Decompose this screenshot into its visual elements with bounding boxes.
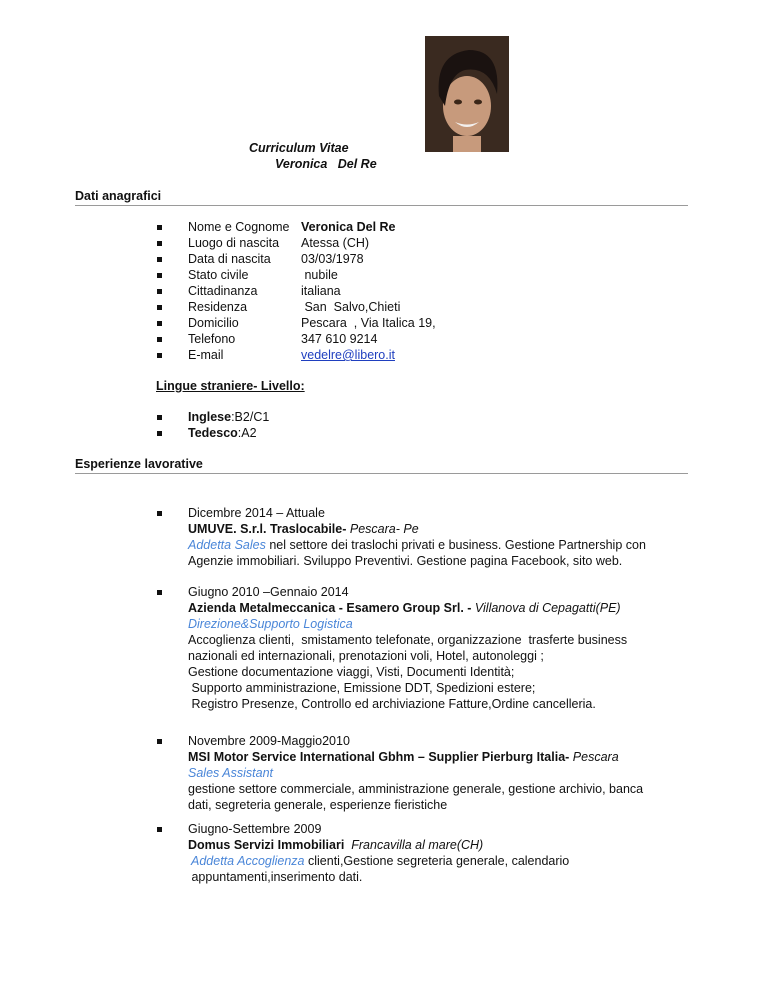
bullet-icon: [157, 305, 162, 310]
job-desc-line: Accoglienza clienti, smistamento telefonate, organizzazione trasferte business: [188, 633, 628, 647]
info-value: 347 610 9214: [301, 332, 378, 346]
bullet-icon: [157, 590, 162, 595]
info-label: Nome e Cognome: [188, 220, 290, 234]
bullet-icon: [157, 431, 162, 436]
language-level: :A2: [237, 426, 257, 440]
section-heading-experience: Esperienze lavorative: [75, 457, 203, 471]
job-desc-line: Gestione documentazione viaggi, Visti, Documenti Identità;: [188, 665, 515, 679]
job-role: Addetta Accoglienza: [188, 854, 305, 868]
job-place: Pescara: [572, 750, 619, 764]
job-period: Novembre 2009-Maggio2010: [188, 734, 350, 748]
job-period: Giugno 2010 –Gennaio 2014: [188, 585, 349, 599]
cv-title: Curriculum Vitae: [249, 141, 349, 155]
job-place: Villanova di Cepagatti(PE): [474, 601, 621, 615]
job-entry: [188, 821, 569, 885]
profile-photo: [425, 36, 509, 152]
portrait-photo-icon: [425, 36, 509, 152]
personal-info-row: [0, 299, 768, 315]
personal-info-row: [0, 347, 768, 363]
job-desc-line: gestione settore commerciale, amministrazione generale, gestione archivio, banca: [188, 782, 644, 796]
info-value: 03/03/1978: [301, 252, 364, 266]
bullet-icon: [157, 739, 162, 744]
personal-info-row: [0, 315, 768, 331]
job-company: MSI Motor Service International Gbhm – Supplier Pierburg Italia-: [188, 750, 573, 764]
bullet-icon: [157, 321, 162, 326]
bullet-icon: [157, 257, 162, 262]
info-label: Cittadinanza: [188, 284, 258, 298]
language-item: [0, 425, 768, 441]
section-heading-languages: Lingue straniere- Livello:: [156, 379, 305, 393]
info-value: italiana: [301, 284, 341, 298]
job-role-desc: clienti,Gestione segreteria generale, calendario: [304, 854, 570, 868]
bullet-icon: [157, 337, 162, 342]
job-company: Azienda Metalmeccanica - Esamero Group Srl. -: [188, 601, 475, 615]
language-item: [0, 409, 768, 425]
personal-info-row: [0, 331, 768, 347]
section-divider: [75, 205, 688, 206]
bullet-icon: [157, 273, 162, 278]
job-entry: [188, 584, 627, 712]
job-desc-line: Registro Presenze, Controllo ed archiviazione Fatture,Ordine cancelleria.: [188, 697, 596, 711]
job-role: Sales Assistant: [188, 766, 273, 780]
info-label: Stato civile: [188, 268, 249, 282]
info-label: Residenza: [188, 300, 248, 314]
job-entry: [188, 733, 643, 813]
job-period: Dicembre 2014 – Attuale: [188, 506, 325, 520]
job-role: Addetta Sales: [188, 538, 266, 552]
job-company: UMUVE. S.r.l. Traslocabile-: [188, 522, 350, 536]
bullet-icon: [157, 241, 162, 246]
bullet-icon: [157, 289, 162, 294]
job-desc-line: Agenzie immobiliari. Sviluppo Preventivi. Gestione pagina Facebook, sito web.: [188, 554, 623, 568]
job-desc-line: nazionali ed internazionali, prenotazioni voli, Hotel, autonoleggi ;: [188, 649, 544, 663]
bullet-icon: [157, 225, 162, 230]
language-name: Tedesco: [188, 426, 238, 440]
personal-info-row: [0, 235, 768, 251]
job-entry: [188, 505, 646, 569]
job-period: Giugno-Settembre 2009: [188, 822, 322, 836]
info-label: Domicilio: [188, 316, 239, 330]
email-link[interactable]: vedelre@libero.it: [301, 348, 395, 362]
language-name: Inglese: [188, 410, 232, 424]
info-label: Luogo di nascita: [188, 236, 280, 250]
personal-info-row: [0, 251, 768, 267]
job-place: Francavilla al mare(CH): [351, 838, 484, 852]
personal-info-row: [0, 283, 768, 299]
section-divider: [75, 473, 688, 474]
job-company: Domus Servizi Immobiliari: [188, 838, 352, 852]
bullet-icon: [157, 415, 162, 420]
info-value: San Salvo,Chieti: [301, 300, 401, 314]
job-role-desc: nel settore dei traslochi privati e business. Gestione Partnership con: [265, 538, 646, 552]
personal-info-row: [0, 219, 768, 235]
language-level: :B2/C1: [231, 410, 270, 424]
full-name-value: Veronica Del Re: [301, 220, 396, 234]
cv-name: Veronica Del Re: [275, 157, 377, 171]
section-heading-personal: Dati anagrafici: [75, 189, 162, 203]
info-value: Pescara , Via Italica 19,: [301, 316, 436, 330]
info-label: Data di nascita: [188, 252, 271, 266]
info-label: E-mail: [188, 348, 224, 362]
job-desc-line: Supporto amministrazione, Emissione DDT, Spedizioni estere;: [188, 681, 536, 695]
info-label: Telefono: [188, 332, 236, 346]
job-desc-line: appuntamenti,inserimento dati.: [188, 870, 363, 884]
bullet-icon: [157, 511, 162, 516]
info-value: Atessa (CH): [301, 236, 370, 250]
info-value: nubile: [301, 268, 338, 282]
job-place: Pescara- Pe: [349, 522, 419, 536]
job-role: Direzione&Supporto Logistica: [188, 617, 353, 631]
job-desc-line: dati, segreteria generale, esperienze fieristiche: [188, 798, 448, 812]
personal-info-row: [0, 267, 768, 283]
bullet-icon: [157, 353, 162, 358]
bullet-icon: [157, 827, 162, 832]
